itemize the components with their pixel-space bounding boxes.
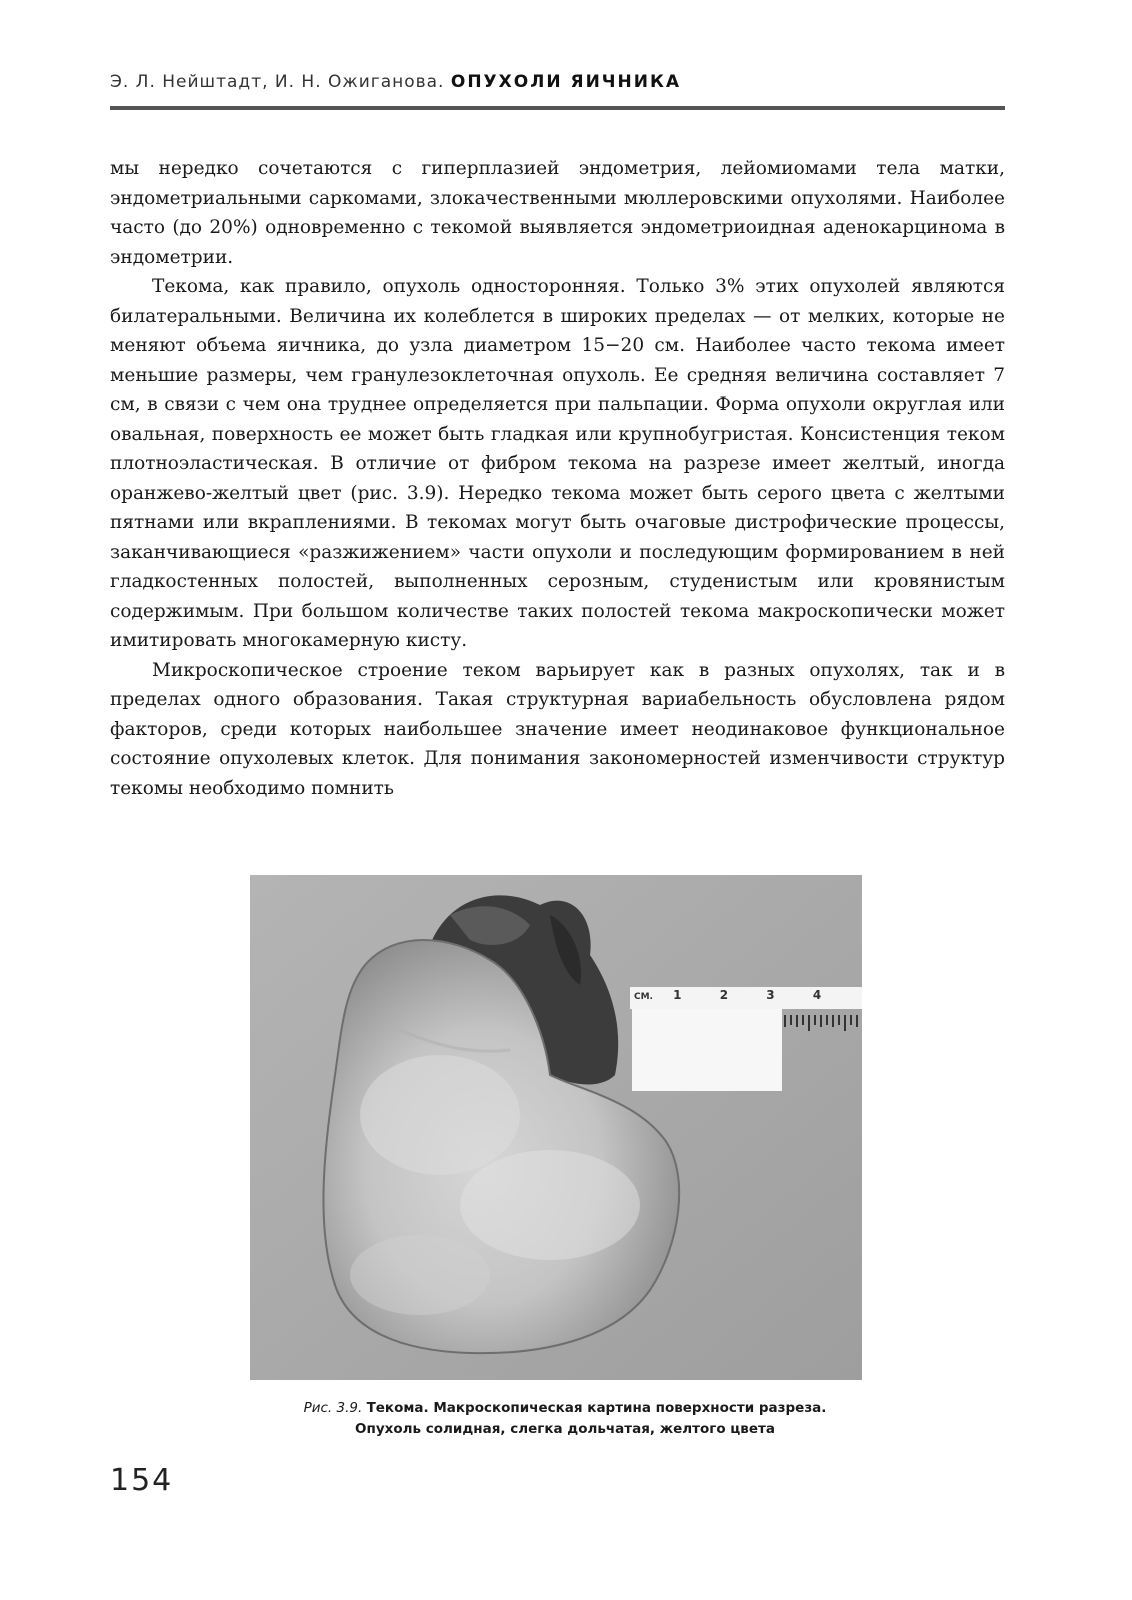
page-number: 154 <box>110 1463 174 1498</box>
ruler-unit: CM. <box>634 992 653 1002</box>
figure-label: Рис. 3.9. <box>303 1400 363 1416</box>
paragraph-1: мы нередко сочетаются с гиперплазией эндометрия, лейомиомами тела матки, эндометриальными саркомами, злокачественными мюллеровскими опухолями. Наиболее часто (до 20%) одновременно с текомой выявляется эндометриоидная аденокарцинома в эндометрии. <box>110 158 1005 268</box>
body-text <box>110 154 1005 803</box>
specimen-photo <box>250 875 862 1380</box>
paragraph-3: Микроскопическое строение теком варьирует как в разных опухолях, так и в пределах одного образования. Такая структурная вариабельность обусловлена рядом факторов, среди которых наибольшее значение имеет неодинаковое функциональное состояние опухолевых клеток. Для понимания закономерностей изменчивости структур текомы необходимо помнить <box>110 659 1005 799</box>
figure-title: Текома. Макроскопическая картина поверхности разреза. <box>366 1400 827 1416</box>
ruler-labels <box>634 988 855 1002</box>
ruler-tick-label: 2 <box>719 988 729 1002</box>
figure-photo <box>250 875 862 1380</box>
figure-description: Опухоль солидная, слегка дольчатая, желтого цвета <box>355 1421 775 1437</box>
header-book-title: ОПУХОЛИ ЯИЧНИКА <box>450 72 682 92</box>
label-card <box>632 1009 782 1091</box>
ruler-tick-label: 3 <box>766 988 775 1002</box>
ruler-tick-label: 4 <box>812 988 822 1002</box>
figure-caption <box>200 1398 930 1440</box>
paragraph-2: Текома, как правило, опухоль односторонняя. Только 3% этих опухолей являются билатеральными. Величина их колеблется в широких пределах — от мелких, которые не меняют объема яичника, до узла диаметром 15−20 см. Наиболее часто текома имеет меньшие размеры, чем гранулезоклеточная опухоль. Ее средняя величина составляет 7 см, в связи с чем она труднее определяется при пальпации. Форма опухоли округлая или овальная, поверхность ее может быть гладкая или крупнобугристая. Консистенция теком плотноэластическая. В отличие от фибром текома на разрезе имеет желтый, иногда оранжево-желтый цвет (рис. 3.9). Нередко текома может быть серого цвета с желтыми пятнами или вкраплениями. В текомах могут быть очаговые дистрофические процессы, заканчивающиеся «разжижением» части опухоли и последующим формированием в ней гладкостенных полостей, выполненных серозным, студенистым или кровянистым содержимым. При большом количестве таких полостей текома макроскопически может имитировать многокамерную кисту. <box>110 276 1005 651</box>
header-authors: Э. Л. Нейштадт, И. Н. Ожиганова. <box>110 72 445 92</box>
running-header <box>110 72 1005 110</box>
ruler-tick-label: 1 <box>673 988 682 1002</box>
